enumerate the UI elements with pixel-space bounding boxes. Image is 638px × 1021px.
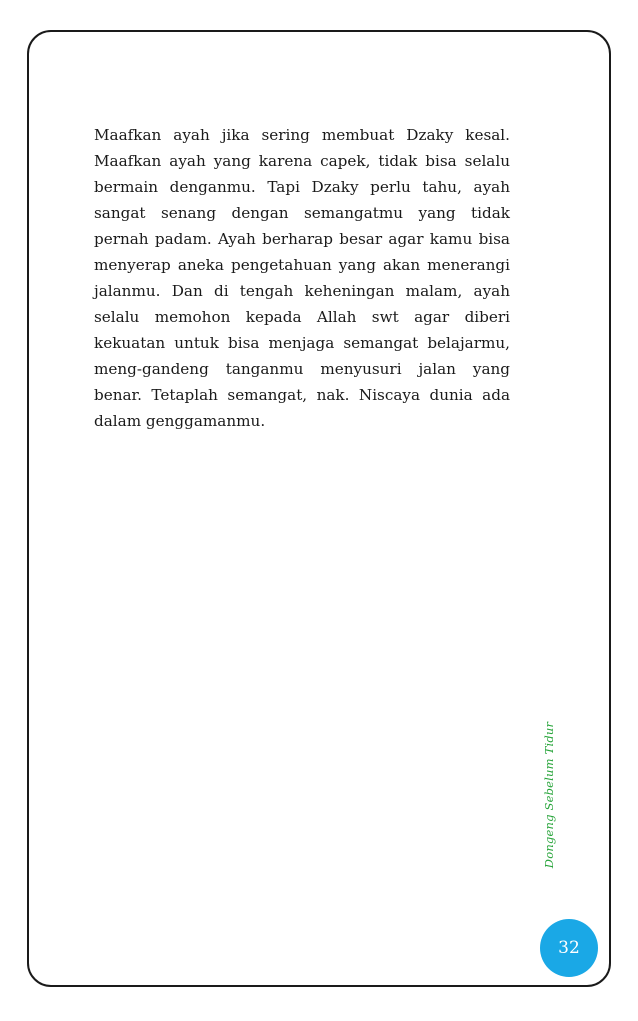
body-paragraph: Maafkan ayah jika sering membuat Dzaky kesal. Maafkan ayah yang karena capek, tidak bisa selalu bermain denganmu. Tapi Dzaky perlu tahu, ayah sangat senang dengan semangatmu yang tidak pernah padam. Ayah berharap besar agar kamu bisa menyerap aneka pengetahuan yang akan menerangi jalanmu. Dan di tengah keheningan malam, ayah selalu memohon kepada Allah swt agar diberi kekuatan untuk bisa menjaga semangat belajarmu, meng-gandeng tanganmu menyusuri jalan yang benar. Tetaplah semangat, nak. Niscaya dunia ada dalam genggamanmu. <box>94 126 510 430</box>
running-title: Dongeng Sebelum Tidur <box>542 721 556 869</box>
page-number: 32 <box>558 938 580 958</box>
page-number-badge <box>540 919 598 977</box>
